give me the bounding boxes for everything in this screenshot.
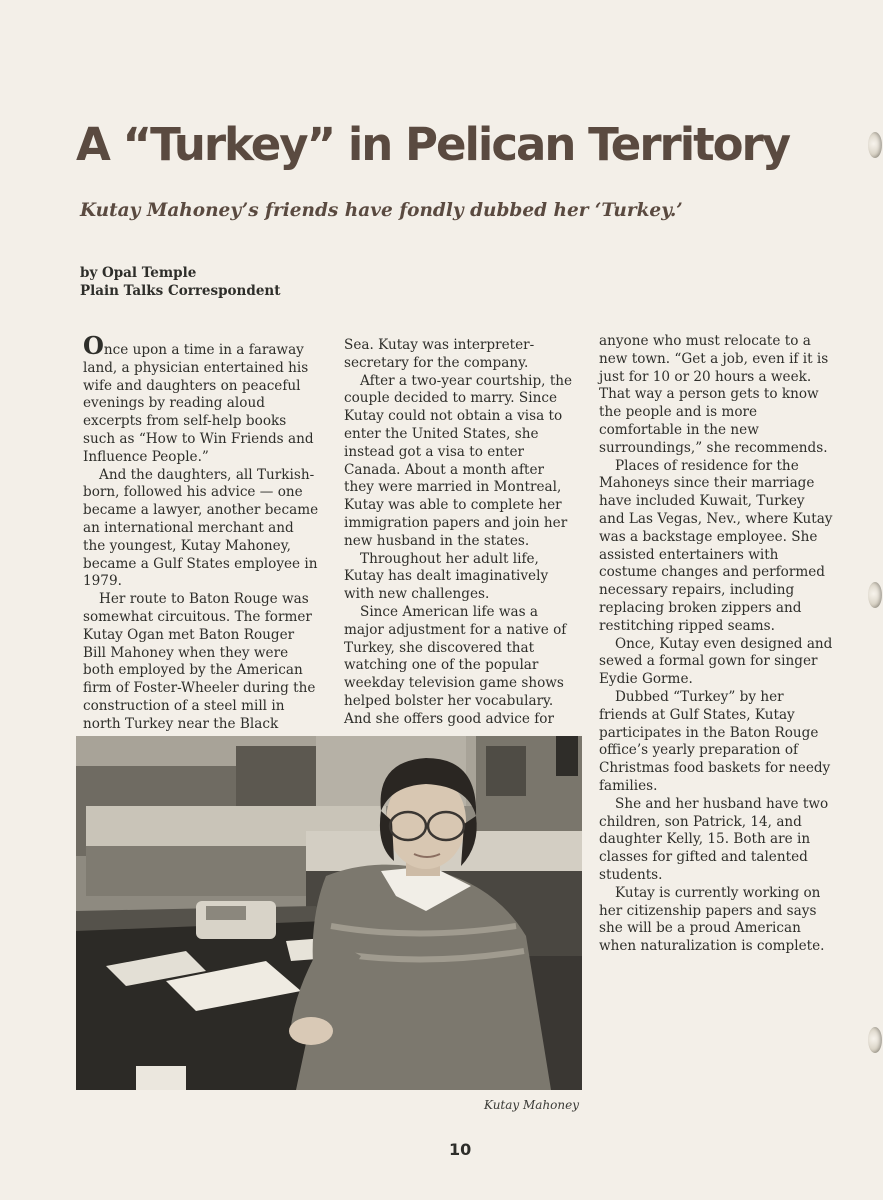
paragraph: She and her husband have two children, son Patrick, 14, and daughter Kelly, 15. Both are in classes for gifted and talented students. [599, 795, 829, 883]
paragraph: Kutay is currently working on her citizenship papers and says she will be a proud American when naturalization is complete. [599, 884, 825, 955]
byline [80, 264, 280, 300]
article-subtitle: Kutay Mahoney’s friends have fondly dubbed her ‘Turkey.’ [80, 200, 683, 221]
paragraph: Places of residence for the Mahoneys since their marriage have included Kuwait, Turkey and Las Vegas, Nev., where Kutay was a backstage employee. She assisted entertainers with costume changes and performed necessary repairs, including replacing broken zippers and restitching ripped seams. [599, 457, 833, 634]
portrait-photo [76, 736, 582, 1090]
paragraph: Dubbed “Turkey” by her friends at Gulf States, Kutay participates in the Baton Rouge office’s yearly preparation of Christmas food baskets for needy families. [599, 688, 831, 794]
paragraph: Once, Kutay even designed and sewed a formal gown for singer Eydie Gorme. [599, 635, 833, 688]
article-column-3 [599, 333, 833, 956]
photo-caption: Kutay Mahoney [484, 1098, 580, 1112]
binder-hole-decoration [868, 132, 882, 158]
paragraph: Since American life was a major adjustment for a native of Turkey, she discovered that watching one of the popular weekday television game shows helped bolster her vocabulary. And she offers good advice for [344, 603, 567, 727]
drop-cap: O [83, 331, 104, 360]
article-column-1 [83, 331, 319, 734]
byline-role: Plain Talks Correspondent [80, 283, 281, 299]
paragraph: Her route to Baton Rouge was somewhat circuitous. The former Kutay Ogan met Baton Rouger Bill Mahoney when they were both employed by the American firm of Foster-Wheeler during the construction of a steel mill in north Turkey near the Black [83, 591, 316, 732]
photo-illustration [76, 736, 582, 1090]
paragraph: Sea. Kutay was interpreter-secretary for the company. [344, 337, 535, 371]
article-title: A “Turkey” in Pelican Territory [76, 118, 790, 171]
paragraph: And the daughters, all Turkish-born, followed his advice — one became a lawyer, another became an international merchant and the youngest, Kutay Mahoney, became a Gulf States employee in 1979. [83, 466, 319, 590]
paragraph: anyone who must relocate to a new town. “Get a job, even if it is just for 10 or 20 hours a week. That way a person gets to know the people and is more comfortable in the new surroundings,” she recommends. [599, 333, 829, 456]
article-column-2 [344, 337, 578, 729]
paragraph: After a two-year courtship, the couple decided to marry. Since Kutay could not obtain a visa to enter the United States, she instead got a visa to enter Canada. About a month after they were married in Montreal, Kutay was able to complete her immigration papers and join her new husband in the states. [344, 372, 573, 549]
binder-hole-decoration [868, 582, 882, 608]
paragraph [83, 331, 319, 467]
binder-hole-decoration [868, 1027, 882, 1053]
paragraph: Throughout her adult life, Kutay has dealt imaginatively with new challenges. [344, 550, 549, 603]
byline-author: by Opal Temple [80, 265, 197, 281]
page-number: 10 [449, 1140, 472, 1159]
paragraph-text: nce upon a time in a faraway land, a physician entertained his wife and daughters on peaceful evenings by reading aloud excerpts from self-help books such as “How to Win Friends and Influence People.” [83, 342, 314, 465]
